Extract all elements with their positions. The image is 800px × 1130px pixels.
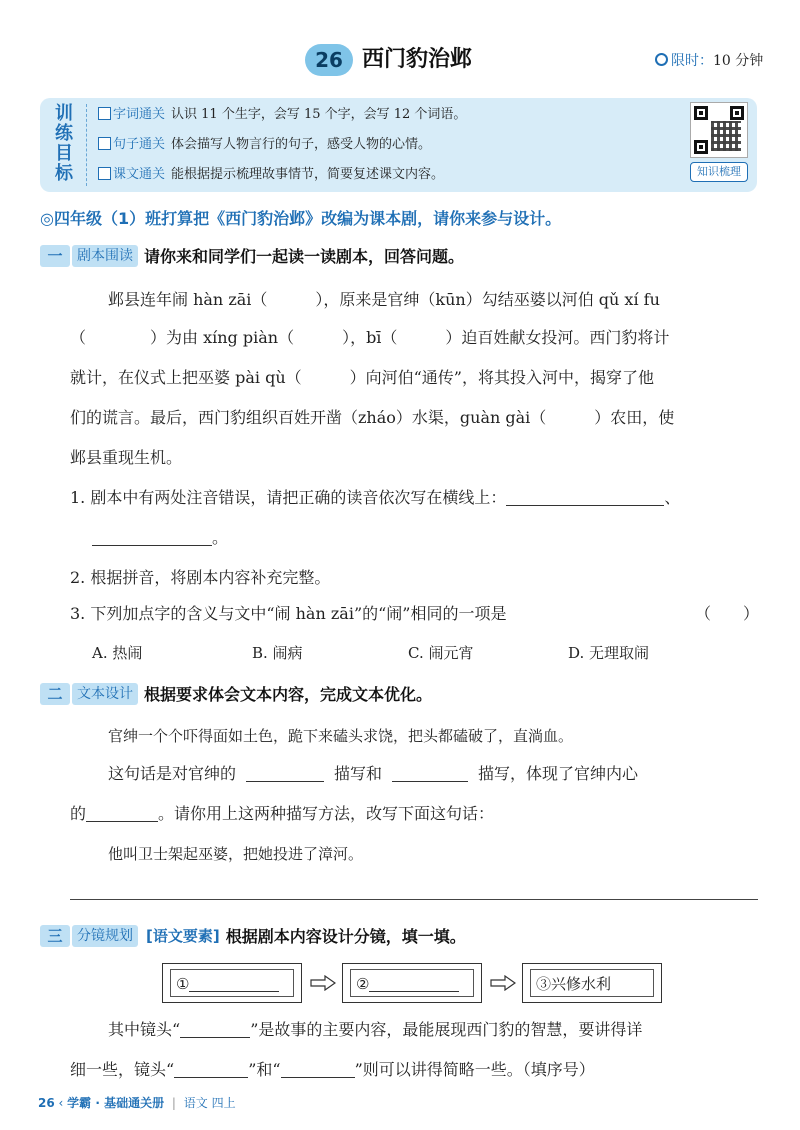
question-1-sep: 、 xyxy=(664,488,681,507)
lesson-number-badge: 26 xyxy=(305,44,353,76)
question-3: 3. 下列加点字的含义与文中“闹 hàn zāi”的“闹”相同的一项是 xyxy=(70,604,507,623)
section-instruction: 请你来和同学们一起读一读剧本，回答问题。 xyxy=(144,247,465,266)
fill-line-2 xyxy=(70,802,494,826)
fill-text: 的 xyxy=(70,804,87,823)
section-number: 三 xyxy=(40,925,70,947)
passage-line: 邺县连年闹 hàn zāi（ ），原来是官绅（kūn）勾结巫婆以河伯 qǔ xí fu xyxy=(108,290,660,309)
goal-name: 课文通关 xyxy=(113,167,166,182)
shot-3 xyxy=(522,963,662,1003)
goal-checkbox[interactable] xyxy=(98,107,111,120)
section-tag: 剧本围读 xyxy=(72,245,138,267)
goal-checkbox[interactable] xyxy=(98,137,111,150)
fill-text: 这句话是对官绅的 xyxy=(108,764,237,783)
sentence-1: 官绅一个个吓得面如土色，跪下来磕头求饶，把头都磕破了，直淌血。 xyxy=(108,727,574,745)
section-instruction: 根据剧本内容设计分镜，填一填。 xyxy=(225,927,466,946)
answer-blank[interactable] xyxy=(86,804,158,822)
qr-label: 知识梳理 xyxy=(690,162,748,182)
time-limit-value: 10 分钟 xyxy=(713,53,764,69)
arrow-right-icon xyxy=(490,975,516,991)
question-3-answer-paren[interactable]: （ ） xyxy=(695,604,760,623)
goals-label-char: 标 xyxy=(55,163,73,184)
section-tag: 分镜规划 xyxy=(72,925,138,947)
answer-blank[interactable] xyxy=(180,1020,250,1038)
fill-text: 细一些，镜头“ xyxy=(70,1060,175,1079)
answer-line[interactable] xyxy=(70,899,758,900)
question-1-text: 1. 剧本中有两处注音错误，请把正确的读音依次写在横线上： xyxy=(70,488,507,507)
lesson-header xyxy=(0,44,800,80)
goals-divider xyxy=(86,104,87,186)
goal-row xyxy=(98,162,444,188)
shot-label: ② xyxy=(356,975,370,993)
fill-text: 描写，体现了官绅内心 xyxy=(478,764,639,783)
fill-text: ”是故事的主要内容，最能展现西门豹的智慧，要讲得详 xyxy=(250,1020,643,1039)
section-1-head xyxy=(40,244,464,270)
shot-1-inner[interactable] xyxy=(170,969,294,997)
choice-a[interactable]: A. 热闹 xyxy=(92,644,143,662)
question-2: 2. 根据拼音，将剧本内容补充完整。 xyxy=(70,568,331,587)
shot-1 xyxy=(162,963,302,1003)
goal-text: 体会描写人物言行的句子，感受人物的心情。 xyxy=(171,137,432,152)
fill-text: 描写和 xyxy=(334,764,383,783)
question-1-end: 。 xyxy=(212,528,229,547)
chevron-left-icon: ‹ xyxy=(58,1096,64,1110)
section-instruction: 根据要求体会文本内容，完成文本优化。 xyxy=(144,685,433,704)
goal-name: 句子通关 xyxy=(113,137,166,152)
fill-text: 其中镜头“ xyxy=(108,1020,181,1039)
goal-checkbox[interactable] xyxy=(98,167,111,180)
passage-line: 们的谎言。最后，西门豹组织百姓开凿（zháo）水渠，guàn gài（ ）农田，使 xyxy=(70,408,675,427)
goals-label-char: 目 xyxy=(55,143,73,164)
clock-icon xyxy=(655,53,668,66)
goals-label-char: 训 xyxy=(55,103,73,124)
arrow-right-icon xyxy=(310,975,336,991)
intro-text: ◎四年级（1）班打算把《西门豹治邺》改编为课本剧，请你来参与设计。 xyxy=(40,209,562,228)
shot-2 xyxy=(342,963,482,1003)
question-1 xyxy=(70,486,680,510)
sentence-2: 他叫卫士架起巫婆，把她投进了漳河。 xyxy=(108,845,364,863)
fill-text: ”则可以讲得简略一些。（填序号） xyxy=(354,1060,595,1079)
passage-line: （ ）为由 xíng piàn（ ），bī（ ）迫百姓献女投河。西门豹将计 xyxy=(70,328,670,347)
answer-blank[interactable] xyxy=(246,764,324,782)
choice-d[interactable]: D. 无理取闹 xyxy=(568,644,650,662)
fill-line-4 xyxy=(70,1058,595,1082)
choice-b[interactable]: B. 闹病 xyxy=(252,644,303,662)
goal-row xyxy=(98,102,466,128)
answer-blank[interactable] xyxy=(174,1060,248,1078)
question-1-cont xyxy=(92,526,228,550)
section-tag: 文本设计 xyxy=(72,683,138,705)
shot-label: ③兴修水利 xyxy=(536,975,612,993)
answer-blank[interactable] xyxy=(281,1060,355,1078)
training-goals-box xyxy=(40,98,757,192)
book-title: 学霸 · 基础通关册 xyxy=(67,1096,165,1110)
section-number: 二 xyxy=(40,683,70,705)
page-number: 26 xyxy=(38,1096,55,1110)
time-limit xyxy=(655,50,763,70)
shot-3-inner xyxy=(530,969,654,997)
shot-label: ① xyxy=(176,975,190,993)
section-extra: [语文要素] xyxy=(146,927,220,945)
section-2-head xyxy=(40,682,432,708)
fill-line-1 xyxy=(108,762,638,786)
passage-line: 就计，在仪式上把巫婆 pài qù（ ）向河伯“通传”，将其投入河中，揭穿了他 xyxy=(70,368,654,387)
goals-label-char: 练 xyxy=(55,123,73,144)
passage-line: 邺县重现生机。 xyxy=(70,448,183,467)
answer-blank[interactable] xyxy=(506,488,664,506)
fill-text: ”和“ xyxy=(248,1060,281,1079)
answer-blank[interactable] xyxy=(189,978,279,992)
time-limit-label: 限时： xyxy=(671,53,713,69)
fill-text: 。请你用上这两种描写方法，改写下面这句话： xyxy=(158,804,495,823)
goal-text: 认识 11 个生字，会写 15 个字，会写 12 个词语。 xyxy=(171,107,467,122)
answer-blank[interactable] xyxy=(369,978,459,992)
section-3-head xyxy=(40,924,466,950)
lesson-title: 西门豹治邺 xyxy=(362,47,473,72)
subject-label: 语文 四上 xyxy=(183,1096,236,1110)
section-number: 一 xyxy=(40,245,70,267)
shot-2-inner[interactable] xyxy=(350,969,474,997)
fill-line-3 xyxy=(108,1018,642,1042)
answer-blank[interactable] xyxy=(92,528,212,546)
goal-name: 字词通关 xyxy=(113,107,166,122)
goal-text: 能根据提示梳理故事情节，简要复述课文内容。 xyxy=(171,167,445,182)
goal-row xyxy=(98,132,431,158)
goals-label xyxy=(50,104,78,184)
answer-blank[interactable] xyxy=(392,764,468,782)
choice-c[interactable]: C. 闹元宵 xyxy=(408,644,474,662)
page-footer xyxy=(38,1094,236,1111)
qr-code-icon[interactable] xyxy=(690,102,748,158)
footer-divider: | xyxy=(171,1096,176,1110)
